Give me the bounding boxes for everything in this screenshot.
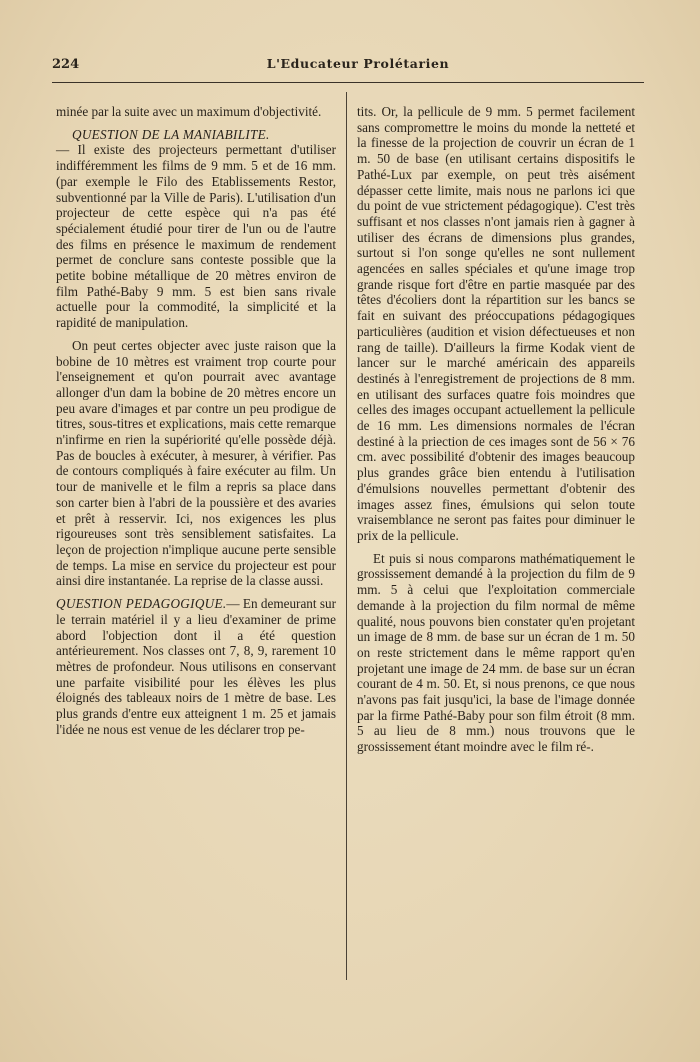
right-column	[357, 104, 635, 762]
paragraph-text: — En demeurant sur le terrain matériel il y a lieu d'examiner de prime abord l'objection dont il a été question antérieurement. Nos classes ont 7, 8, 9, rarement 10 mètres de profondeur. Nous utilisons en conservant une parfaite visibilité pour les élèves les plus éloignés des tableaux noirs de 1 mètre de base. Les plus grands d'entre eux atteignent 1 m. 25 et jamais l'idée ne nous est venue de les déclarer trop pe-	[56, 596, 337, 737]
section-heading: QUESTION DE LA MANIABILITE.	[72, 126, 270, 142]
paragraph: tits. Or, la pellicule de 9 mm. 5 permet facilement sans compromettre le moins du monde la netteté et la finesse de la projection de couvrir un écran de 1 m. 50 de base (en utilisant certains dispositifs le Pathé-Lux par exemple, on peut très aisément dépasser cette limite, mais nous ne parlons ici que du point de vue strictement pédagogique). C'est très suffisant et nos classes n'ont jamais rien à gagner à utiliser des écrans de dimensions plus grandes, surtout si l'on songe qu'elles ne sont nullement agencées en salles spéciales et qu'une image trop grande risque fort d'être en partie masquée par des têtes d'écoliers dont la répartition sur les bancs se fait en suivant des préoccupations pédagogiques particulières (audition et vision défectueuses et non rang de taille). D'ailleurs la firme Kodak vient de lancer sur le marché américain des appareils destinés à l'enregistrement de projections de 8 mm. en utilisant des surfaces quatre fois moindres que celles des images occupant actuellement la pellicule de 16 mm. Les dimensions normales de l'écran destiné à la priection de ces images sont de 56 × 76 cm. avec possibilité d'obtenir des images beaucoup plus grandes grâce bien entendu à l'utilisation d'émulsions nouvelles permettant d'obtenir des images assez fines, émulsions qui selon toute vraisemblance ne seront pas faites pour diminuer le prix de la pellicule.	[357, 104, 635, 543]
paragraph	[56, 596, 336, 737]
paragraph-text: — Il existe des projecteurs permettant d'utiliser indifféremment les films de 9 mm. 5 et de 16 mm. (par exemple le Filo des Etablissements Restor, subventionné par la Ville de Paris). L'utilisation d'un projecteur de cette espèce qui n'a pas été spécialement étudié pour tirer de l'un ou de l'autre des films en présence le maximum de rendement permet de conclure sans conteste possible que la petite bobine métallique de 20 mètres environ de film Pathé-Baby 9 mm. 5 est bien sans rivale actuelle pour la commodité, la simplicité et la rapidité de manipulation.	[56, 142, 336, 331]
column-divider	[346, 92, 347, 980]
page-header	[52, 56, 644, 83]
paragraph: On peut certes objecter avec juste raison que la bobine de 10 mètres est vraiment trop courte pour l'enseignement et qu'on pourrait avec avantage allonger d'un dam la bobine de 20 mètres encore un peu avare d'images et par contre un peu prodigue de titres, sous-titres et explications, mais cette remarque n'infirme en rien la supériorité qu'elle possède déjà. Pas de boucles à exécuter, à mesurer, à vérifier. Pas de contours compliqués à faire exécuter au film. Un tour de manivelle et le film a repris sa place dans son carter bien à l'abri de la poussière et des avaries et prêt à resservir. Ici, nos exigences les plus rigoureuses sont très sensiblement satisfaites. La leçon de projection n'implique aucune perte sensible de temps. La mise en service du projecteur est pour ainsi dire instantanée. La reprise de la classe aussi.	[56, 337, 336, 589]
paragraph: Et puis si nous comparons mathématiquement le grossissement demandé à la projection du film de 9 mm. 5 à celui que l'exploitation commerciale demande à la projection du film normal de même qualité, nous pouvons bien constater qu'en projetant un image de 8 mm. de base sur un écran de 1 m. 50 on reste strictement dans le même rapport qu'en projetant une image de 24 mm. de base sur un écran courant de 4 m. 50. Et, si nous prenons, ce que nous n'avons pas fait jusqu'ici, la base de l'image donnée par la firme Pathé-Baby pour son film étroit (8 mm. 5 au lieu de 8 mm.) nous trouvons que le grossissement étant moindre avec le film ré-.	[357, 550, 635, 755]
running-title: L'Educateur Prolétarien	[266, 56, 450, 71]
section-heading: QUESTION PEDAGOGIQUE.	[56, 596, 227, 612]
left-column	[56, 104, 336, 744]
paragraph: minée par la suite avec un maximum d'objectivité.	[56, 104, 322, 119]
paragraph	[56, 127, 336, 331]
page-number: 224	[52, 57, 80, 72]
